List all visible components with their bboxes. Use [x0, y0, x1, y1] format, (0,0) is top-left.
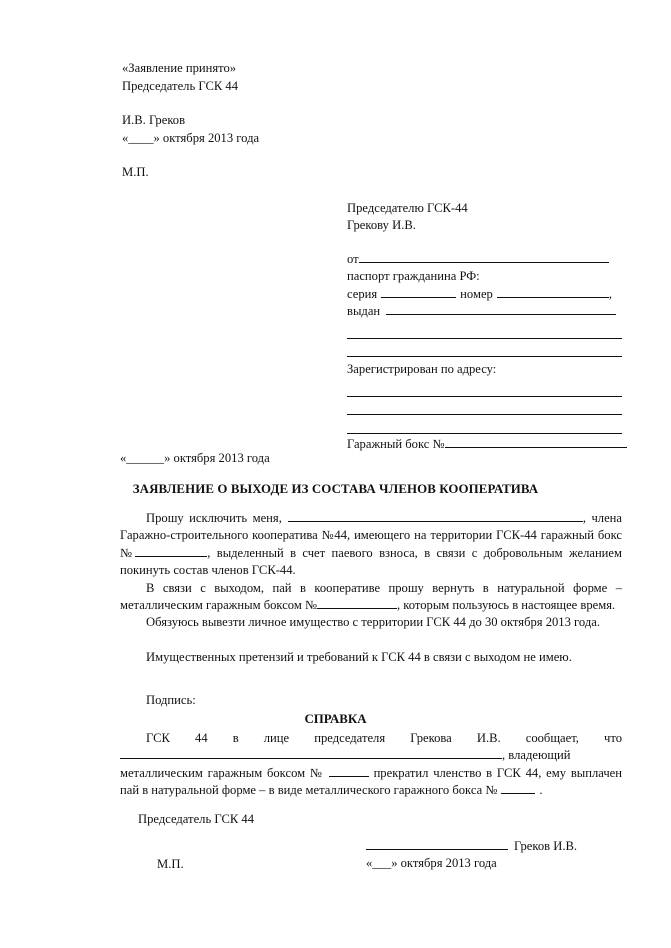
issued-row: [347, 303, 622, 320]
from-field-row: [347, 251, 622, 268]
body-p2-lead: В связи с выходом, пай в кооперативе прошу вернуть в натуральной форме – металлическим гаражным боксом №: [120, 580, 622, 613]
acceptance-seal-mark: М.П.: [122, 165, 149, 179]
acceptance-spacer: [122, 95, 259, 112]
recipient-block: [347, 200, 622, 453]
footer-signature-block: [366, 838, 622, 873]
acceptance-chairman-name: И.В. Греков: [122, 113, 186, 127]
issued-label: выдан: [347, 304, 381, 319]
acceptance-chairman-line: Председатель ГСК 44: [122, 78, 238, 93]
page-title: ЗАЯВЛЕНИЕ О ВЫХОДЕ ИЗ СОСТАВА ЧЛЕНОВ КООПЕРАТИВА: [132, 482, 539, 496]
spravka-line-3-end: .: [539, 783, 543, 798]
passport-label: паспорт гражданина РФ:: [347, 269, 480, 284]
series-label: серия: [347, 286, 378, 301]
number-label: номер: [460, 286, 493, 301]
footer-signature-row: [366, 838, 622, 855]
spravka-title: СПРАВКА: [304, 712, 367, 726]
address-blank-line-3[interactable]: [347, 415, 622, 433]
spravka-line-1: ГСК 44 в лице председателя Грекова И.В. сообщает, что: [146, 731, 622, 745]
footer-date-row: «___» октября 2013 года: [366, 856, 497, 871]
footer-signature-input-rule[interactable]: [366, 839, 508, 850]
body-p1-tail: , выделенный в счет паевого взноса, в связи с добровольным желанием покинуть состав членов ГСК-44.: [120, 545, 622, 578]
series-number-comma: ,: [608, 286, 612, 301]
addressee-name: Грекову И.В.: [347, 218, 416, 233]
body-p1-middle: , члена Гаражно-строительного кооператива №44, имеющего на территории ГСК-44 гаражный бокс №: [120, 511, 622, 560]
body-paragraph-3: Обязуюсь вывезти личное имущество с территории ГСК 44 до 30 октября 2013 года.: [146, 615, 600, 630]
body-p2-garage-input-rule[interactable]: [317, 598, 397, 609]
series-input-rule[interactable]: [381, 286, 456, 297]
from-label: от: [347, 251, 359, 266]
issued-input-rule-continued[interactable]: [498, 304, 616, 315]
spravka-line-2-tail: , владеющий: [502, 748, 571, 763]
garage-box-label: Гаражный бокс №: [347, 436, 445, 451]
body-p2-tail: , которым пользуюсь в настоящее время.: [396, 598, 616, 613]
footer-chairman-line: Председатель ГСК 44: [138, 812, 254, 826]
body-p1-garage-input-rule[interactable]: [135, 545, 207, 556]
footer-seal-mark: М.П.: [157, 857, 184, 871]
acceptance-date-line: «____» октября 2013 года: [122, 130, 260, 145]
passport-label-row: [347, 268, 622, 285]
spravka-body: [120, 730, 622, 800]
spravka-box-input-rule-1[interactable]: [329, 765, 369, 776]
spravka-line-2: [120, 747, 622, 764]
series-number-row: [347, 286, 622, 303]
body-p1-lead: Прошу исключить меня,: [146, 511, 282, 525]
issued-blank-line-2[interactable]: [347, 339, 622, 357]
spravka-owner-input-rule[interactable]: [120, 748, 502, 759]
body-paragraph-4: Имущественных претензий и требований к ГСК 44 в связи с выходом не имею.: [146, 649, 572, 664]
address-blank-line-1[interactable]: [347, 379, 622, 397]
application-body: [120, 510, 622, 710]
signature-label: Подпись:: [146, 693, 196, 708]
spravka-box-input-rule-2[interactable]: [501, 783, 535, 794]
document-date-line: «______» октября 2013 года: [120, 451, 270, 465]
number-input-rule[interactable]: [497, 286, 609, 297]
address-blank-line-2[interactable]: [347, 397, 622, 415]
footer-signer-name: Греков И.В.: [514, 839, 578, 853]
registered-label-row: [347, 361, 622, 378]
garage-box-input-rule[interactable]: [445, 436, 507, 447]
acceptance-stamp-text: «Заявление принято»: [122, 61, 237, 75]
garage-box-input-rule-continued[interactable]: [507, 436, 627, 447]
applicant-name-input-rule[interactable]: [288, 511, 583, 522]
registered-label: Зарегистрирован по адресу:: [347, 362, 497, 377]
garage-box-row: [347, 436, 622, 453]
addressee-title: Председателю ГСК-44: [347, 201, 468, 215]
spravka-line-3-lead: металлическим гаражным боксом №: [120, 765, 324, 780]
addressee-group: [347, 200, 622, 235]
from-input-rule[interactable]: [359, 251, 609, 262]
spravka-line-3: [120, 765, 622, 800]
issued-input-rule[interactable]: [386, 304, 498, 315]
issued-blank-line-1[interactable]: [347, 320, 622, 338]
body-paragraph-2: [120, 580, 622, 615]
acceptance-block: [122, 60, 259, 182]
body-paragraph-1: [120, 510, 622, 580]
spravka-line-3-tail: прекратил членство в ГСК 44, ему выплачен пай в натуральной форме – в виде металлического гаражного бокса №: [120, 765, 622, 798]
